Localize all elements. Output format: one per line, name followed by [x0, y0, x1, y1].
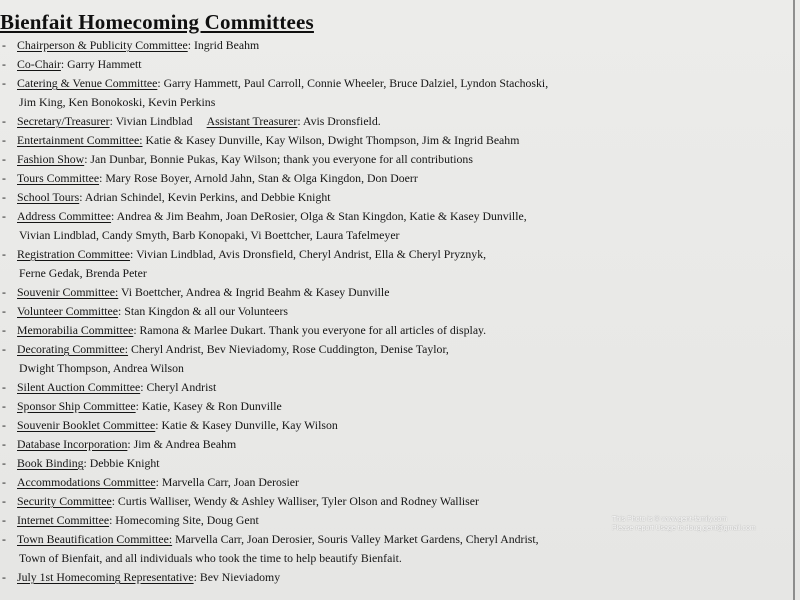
label-separator: :: [83, 456, 90, 470]
committee-entry: [0, 112, 798, 131]
committee-entry: [0, 302, 798, 321]
committee-members: Katie & Kasey Dunville, Kay Wilson: [161, 418, 338, 432]
committee-members: Garry Hammett: [67, 57, 142, 71]
committee-entry: [0, 435, 798, 454]
committee-entry: [0, 169, 798, 188]
watermark-line-1: This Photo is © www.gent-family.com: [612, 516, 728, 523]
committee-entry: [0, 492, 798, 511]
committee-label: Memorabilia Committee: [17, 323, 134, 337]
committee-label: Co-Chair: [17, 57, 61, 71]
committee-label: Entertainment Committee:: [17, 133, 143, 147]
bullet-dash: -: [2, 171, 6, 185]
bullet-dash: -: [2, 152, 6, 166]
committee-members: Adrian Schindel, Kevin Perkins, and Debbie Knight: [84, 190, 331, 204]
committee-label: Souvenir Booklet Committee: [17, 418, 156, 432]
committee-entry: [0, 568, 798, 587]
committee-label: Chairperson & Publicity Committee: [17, 38, 188, 52]
committee-label: Internet Committee: [17, 513, 110, 527]
label-separator: :: [140, 380, 147, 394]
committee-entry: [0, 55, 798, 74]
committee-members: Jim & Andrea Beahm: [133, 437, 237, 451]
label-separator: :: [111, 494, 118, 508]
bullet-dash: -: [2, 304, 6, 318]
committee-entry: [0, 416, 798, 435]
watermark: [612, 515, 756, 533]
bullet-dash: -: [2, 38, 6, 52]
committee-label: Accommodations Committee: [17, 475, 156, 489]
label-separator: :: [109, 513, 116, 527]
committee-label: School Tours: [17, 190, 80, 204]
label-separator: :: [127, 437, 134, 451]
committee-members: Katie, Kasey & Ron Dunville: [141, 399, 282, 413]
committee-entry: [0, 150, 798, 169]
label-separator: :: [60, 57, 68, 71]
committee-members: Ramona & Marlee Dukart. Thank you everyone for all articles of display.: [139, 323, 487, 337]
label-separator: :: [99, 171, 106, 185]
committee-entry: [0, 530, 798, 568]
bullet-dash: -: [2, 209, 6, 223]
label-separator: :: [193, 570, 200, 584]
committee-entry: [0, 454, 798, 473]
label-separator: :: [79, 190, 85, 204]
committee-label: Catering & Venue Committee: [17, 76, 158, 90]
committee-entry: [0, 321, 798, 340]
committee-members: Jan Dunbar, Bonnie Pukas, Kay Wilson; thank you everyone for all contributions: [90, 152, 473, 166]
committee-label: Fashion Show: [17, 152, 85, 166]
bullet-dash: -: [2, 475, 6, 489]
label-separator: :: [155, 418, 162, 432]
bullet-dash: -: [2, 513, 6, 527]
committee-members: Cheryl Andrist, Bev Nieviadomy, Rose Cuddington, Denise Taylor,: [131, 342, 449, 356]
committee-label: Secretary/Treasurer: [17, 114, 110, 128]
committee-label: Volunteer Committee: [17, 304, 119, 318]
committee-members: Marvella Carr, Joan Derosier: [161, 475, 299, 489]
committee-entry: [0, 473, 798, 492]
bullet-dash: -: [2, 456, 6, 470]
label-separator: :: [118, 304, 125, 318]
label-separator: :: [135, 399, 142, 413]
committee-entry: [0, 36, 798, 55]
committee-label: Address Committee: [17, 209, 112, 223]
committee-members: Vi Boettcher, Andrea & Ingrid Beahm & Kasey Dunville: [121, 285, 390, 299]
label-separator: :: [111, 209, 117, 223]
bullet-dash: -: [2, 114, 6, 128]
label-separator: :: [155, 475, 162, 489]
label-separator: :: [109, 114, 116, 128]
committee-label: Security Committee: [17, 494, 112, 508]
committee-members-continued: Dwight Thompson, Andrea Wilson: [19, 361, 184, 375]
committee-members: Debbie Knight: [89, 456, 160, 470]
committee-label: Database Incorporation: [17, 437, 128, 451]
committee-entry: [0, 283, 798, 302]
committee-entry: [0, 378, 798, 397]
committee-members: Stan Kingdon & all our Volunteers: [124, 304, 288, 318]
label-separator: :: [130, 247, 137, 261]
committee-members: Andrea & Jim Beahm, Joan DeRosier, Olga & Stan Kingdon, Katie & Kasey Dunville,: [116, 209, 527, 223]
committee-entry: [0, 340, 798, 378]
committee-members-continued: Jim King, Ken Bonokoski, Kevin Perkins: [19, 95, 216, 109]
bullet-dash: -: [2, 76, 6, 90]
label-separator: :: [187, 38, 194, 52]
committee-label: Souvenir Committee:: [17, 285, 119, 299]
bullet-dash: -: [2, 247, 6, 261]
committee-entry: [0, 74, 798, 112]
committee-label: Decorating Committee:: [17, 342, 129, 356]
committee-entry: [0, 397, 798, 416]
bullet-dash: -: [2, 285, 6, 299]
committee-entry: [0, 131, 798, 150]
label-separator: :: [133, 323, 140, 337]
committee-label: Silent Auction Committee: [17, 380, 141, 394]
bullet-dash: -: [2, 399, 6, 413]
committee-members-continued: Vivian Lindblad, Candy Smyth, Barb Konopaki, Vi Boettcher, Laura Tafelmeyer: [19, 228, 400, 242]
bullet-dash: -: [2, 323, 6, 337]
assistant-treasurer-members: : Avis Dronsfield.: [297, 114, 381, 128]
committee-list: [0, 36, 798, 587]
bullet-dash: -: [2, 494, 6, 508]
bullet-dash: -: [2, 57, 6, 71]
bullet-dash: -: [2, 133, 6, 147]
bullet-dash: -: [2, 532, 6, 546]
committee-members: Curtis Walliser, Wendy & Ashley Walliser, Tyler Olson and Rodney Walliser: [117, 494, 479, 508]
committee-entry: [0, 207, 798, 245]
committee-members: Vivian Lindblad, Avis Dronsfield, Cheryl Andrist, Ella & Cheryl Pryznyk,: [136, 247, 487, 261]
committee-members: Homecoming Site, Doug Gent: [115, 513, 259, 527]
committee-members: Katie & Kasey Dunville, Kay Wilson, Dwight Thompson, Jim & Ingrid Beahm: [145, 133, 520, 147]
committee-members: Marvella Carr, Joan Derosier, Souris Valley Market Gardens, Cheryl Andrist,: [175, 532, 539, 546]
committee-members: Mary Rose Boyer, Arnold Jahn, Stan & Olga Kingdon, Don Doerr: [105, 171, 418, 185]
bullet-dash: -: [2, 437, 6, 451]
committee-members-continued: Town of Bienfait, and all individuals who took the time to help beautify Bienfait.: [19, 551, 402, 565]
committee-label: Tours Committee: [17, 171, 100, 185]
bullet-dash: -: [2, 418, 6, 432]
committee-members-continued: Ferne Gedak, Brenda Peter: [19, 266, 147, 280]
label-separator: :: [157, 76, 164, 90]
watermark-line-2: Please report Usage to doug.gent@gmail.com: [612, 525, 756, 532]
document-title: Bienfait Homecoming Committees: [0, 10, 314, 34]
committee-entry: [0, 188, 798, 207]
bullet-dash: -: [2, 190, 6, 204]
committee-label: Town Beautification Committee:: [17, 532, 173, 546]
committee-label: Sponsor Ship Committee: [17, 399, 136, 413]
committee-members: Cheryl Andrist: [146, 380, 217, 394]
committee-members: Bev Nieviadomy: [199, 570, 281, 584]
bullet-dash: -: [2, 570, 6, 584]
committee-label: Book Binding: [17, 456, 84, 470]
committee-members: Garry Hammett, Paul Carroll, Connie Wheeler, Bruce Dalziel, Lyndon Stachoski,: [163, 76, 549, 90]
committee-members: Vivian Lindblad: [115, 114, 193, 128]
bullet-dash: -: [2, 342, 6, 356]
committee-entry: [0, 245, 798, 283]
committee-members: Ingrid Beahm: [193, 38, 260, 52]
committee-label: Registration Committee: [17, 247, 131, 261]
label-separator: :: [84, 152, 91, 166]
committee-label: July 1st Homecoming Representative: [17, 570, 194, 584]
assistant-treasurer-label: Assistant Treasurer: [206, 114, 298, 128]
bullet-dash: -: [2, 380, 6, 394]
